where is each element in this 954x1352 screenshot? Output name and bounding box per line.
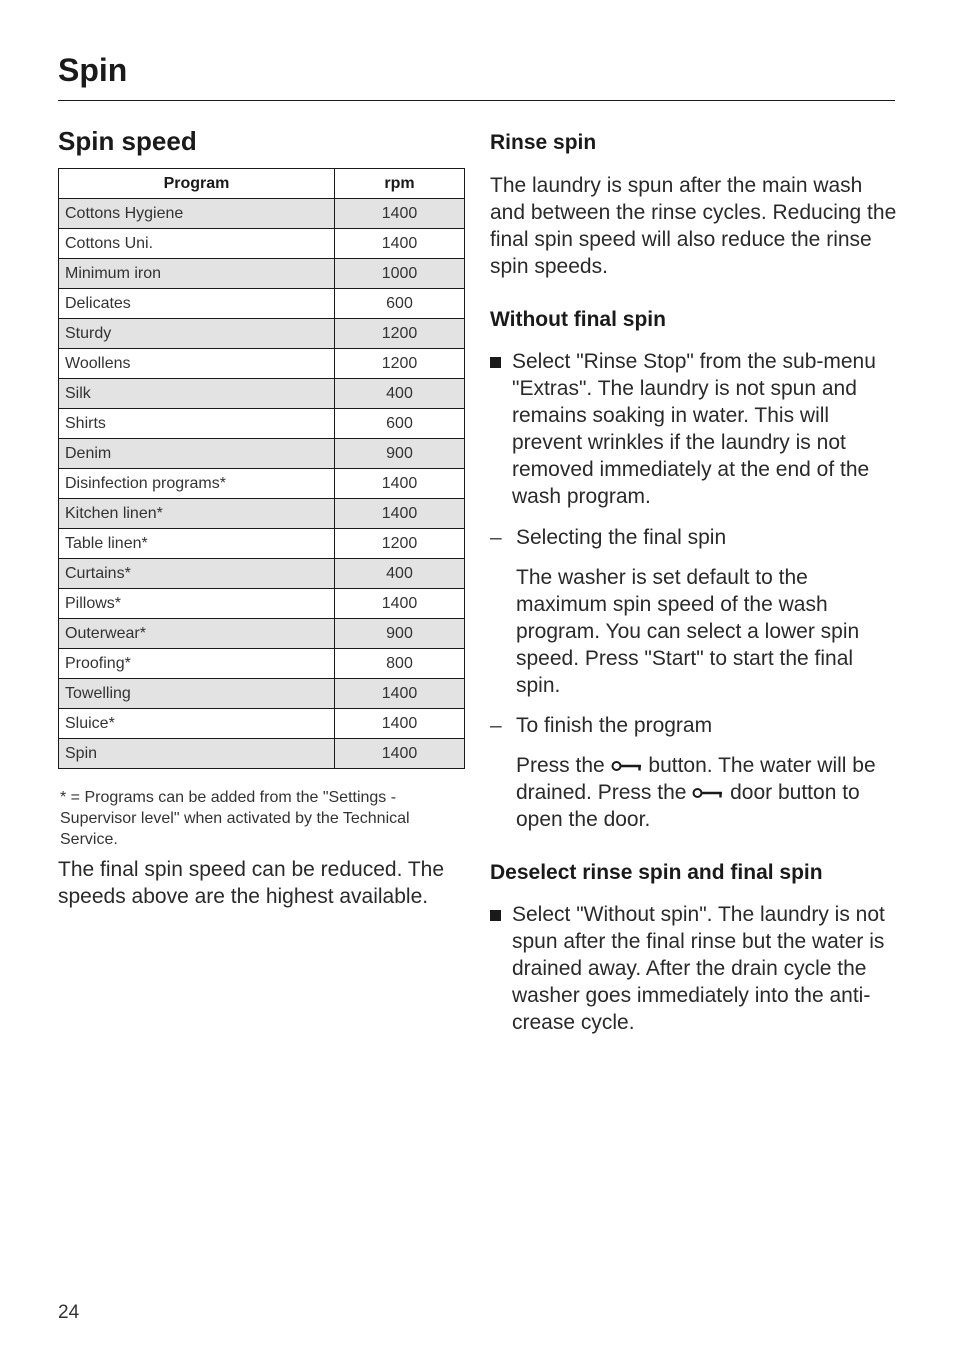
column-header-program: Program [59, 169, 335, 199]
program-cell: Towelling [59, 679, 335, 709]
door-key-icon [611, 760, 643, 772]
rpm-cell: 900 [335, 619, 465, 649]
rpm-cell: 1200 [335, 349, 465, 379]
rpm-cell: 1400 [335, 229, 465, 259]
rpm-cell: 1400 [335, 499, 465, 529]
table-row [59, 199, 465, 229]
rpm-cell: 1200 [335, 529, 465, 559]
spin-speed-heading: Spin speed [58, 126, 197, 156]
rpm-cell: 1000 [335, 259, 465, 289]
without-final-spin-bullet-text: Select "Rinse Stop" from the sub-menu "Extras". The laundry is not spun and remains soaking in water. This will prevent wrinkles if the laundry is not removed immediately at the end of the wash program. [512, 350, 876, 508]
column-header-rpm: rpm [335, 169, 465, 199]
rpm-cell: 1400 [335, 199, 465, 229]
program-cell: Delicates [59, 289, 335, 319]
table-row [59, 259, 465, 289]
program-cell: Cottons Uni. [59, 229, 335, 259]
rpm-cell: 1400 [335, 679, 465, 709]
program-cell: Woollens [59, 349, 335, 379]
spin-speed-table [58, 168, 465, 769]
table-row [59, 319, 465, 349]
rpm-cell: 400 [335, 379, 465, 409]
table-row [59, 469, 465, 499]
table-row [59, 679, 465, 709]
program-cell: Sluice* [59, 709, 335, 739]
table-row [59, 739, 465, 769]
table-row [59, 649, 465, 679]
left-column [58, 124, 466, 910]
program-cell: Disinfection programs* [59, 469, 335, 499]
table-body [59, 199, 465, 769]
deselect-bullet [490, 901, 900, 1036]
program-cell: Shirts [59, 409, 335, 439]
program-cell: Pillows* [59, 589, 335, 619]
program-cell: Denim [59, 439, 335, 469]
dash-icon: – [490, 714, 502, 737]
program-cell: Spin [59, 739, 335, 769]
table-row [59, 559, 465, 589]
table-row [59, 709, 465, 739]
rpm-cell: 800 [335, 649, 465, 679]
rpm-cell: 1400 [335, 469, 465, 499]
rpm-cell: 600 [335, 409, 465, 439]
program-cell: Sturdy [59, 319, 335, 349]
program-cell: Minimum iron [59, 259, 335, 289]
press-text-b: button. The water will be drained. Press the [516, 754, 876, 804]
title-divider [58, 100, 895, 101]
selecting-final-spin-text: The washer is set default to the maximum spin speed of the wash program. You can select a lower spin speed. Press "Start" to start the final spin. [516, 566, 860, 697]
program-cell: Cottons Hygiene [59, 199, 335, 229]
program-cell: Proofing* [59, 649, 335, 679]
press-text-a: Press the [516, 754, 605, 777]
program-cell: Table linen* [59, 529, 335, 559]
right-column [490, 124, 900, 1036]
program-cell: Silk [59, 379, 335, 409]
table-row [59, 409, 465, 439]
door-key-icon [692, 787, 724, 799]
finish-program-text [490, 752, 900, 833]
table-row [59, 439, 465, 469]
spin-speed-note: The final spin speed can be reduced. The speeds above are the highest available. [58, 858, 445, 908]
table-row [59, 589, 465, 619]
deselect-bullet-text: Select "Without spin". The laundry is not spun after the final rinse but the water is drained away. After the drain cycle the washer goes immediately into the anti-crease cycle. [512, 903, 885, 1034]
program-cell: Curtains* [59, 559, 335, 589]
rpm-cell: 1400 [335, 739, 465, 769]
rinse-spin-text: The laundry is spun after the main wash and between the rinse cycles. Reducing the final spin speed will also reduce the rinse spin speeds. [490, 174, 897, 278]
table-row [59, 289, 465, 319]
table-row [59, 499, 465, 529]
press-text-c: door button to open the door. [516, 781, 860, 831]
page-title: Spin [58, 52, 128, 88]
table-row [59, 349, 465, 379]
rpm-cell: 600 [335, 289, 465, 319]
table-row [59, 229, 465, 259]
program-cell: Kitchen linen* [59, 499, 335, 529]
table-header-row [59, 169, 465, 199]
dash-icon: – [490, 526, 502, 549]
finish-program-label: To finish the program [516, 714, 713, 737]
rpm-cell: 400 [335, 559, 465, 589]
selecting-final-spin-item [490, 524, 900, 551]
rinse-spin-heading: Rinse spin [490, 131, 597, 154]
rpm-cell: 1400 [335, 589, 465, 619]
finish-program-item [490, 712, 900, 739]
without-final-spin-heading: Without final spin [490, 308, 666, 331]
rpm-cell: 1200 [335, 319, 465, 349]
table-footnote: * = Programs can be added from the "Settings - Supervisor level" when activated by the Technical Service. [60, 789, 410, 848]
deselect-heading: Deselect rinse spin and final spin [490, 861, 823, 884]
selecting-final-spin-label: Selecting the final spin [516, 526, 727, 549]
program-cell: Outerwear* [59, 619, 335, 649]
table-row [59, 529, 465, 559]
without-final-spin-bullet [490, 348, 900, 510]
rpm-cell: 1400 [335, 709, 465, 739]
table-row [59, 619, 465, 649]
bullet-square-icon [490, 357, 501, 368]
rpm-cell: 900 [335, 439, 465, 469]
bullet-square-icon [490, 910, 501, 921]
table-row [59, 379, 465, 409]
page-number: 24 [58, 1302, 80, 1323]
